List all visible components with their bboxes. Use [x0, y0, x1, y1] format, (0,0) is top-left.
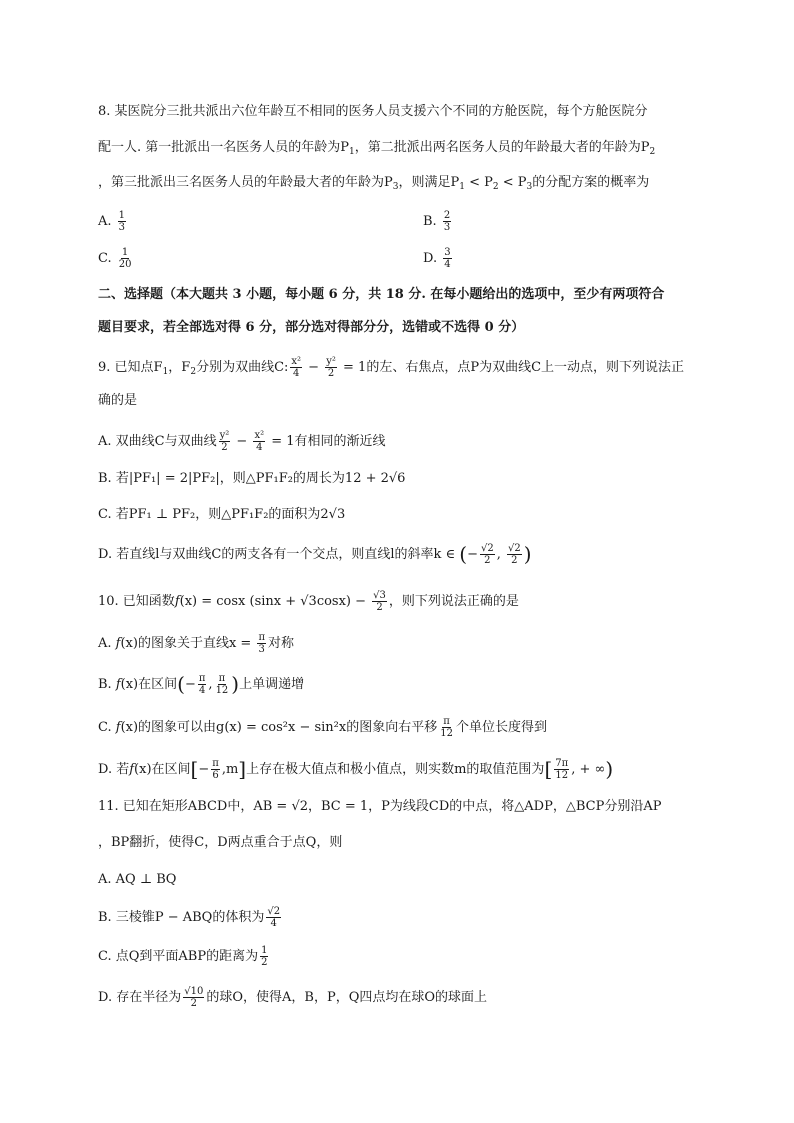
q11-stem-line1: 11. 已知在矩形ABCD中，AB = √2，BC = 1，P为线段CD的中点，将△ADP，△BCP分别沿AP [98, 799, 662, 814]
q9-option-a: A. 双曲线C与双曲线 $\frac{\text{y²}}{2}$ − $\frac{\text{x²}}{4}$ = 1有相同的渐近线 [98, 430, 386, 453]
q10-option-b: B. f(x)在区间(− $\frac{\pi}{4}$ , $\frac{\pi}{12}$ )上单调递增 [98, 672, 305, 696]
q9-stem-line2: 确的是 [98, 393, 138, 408]
q8-line3: ，第三批派出三名医务人员的年龄最大者的年龄为$P_3$，则满足$P_1 < P_2 < P_3$的分配方案的概率为 [98, 175, 650, 192]
q10-stem: 10. 已知函数f(x) = cosx (sinx + √3cosx) − $\frac{√3}{2}$ ，则下列说法正确的是 [98, 590, 519, 613]
q8-line2: 配一人. 第一批派出一名医务人员的年龄为$P_1$，第二批派出两名医务人员的年龄最大者的年龄为$P_2$ [98, 140, 656, 157]
q8-option-d: D. $\frac{3}{4}$ [423, 247, 451, 270]
q8-line1: 8. 某医院分三批共派出六位年龄互不相同的医务人员支援六个不同的方舱医院，每个方舱医院分 [98, 104, 648, 119]
q9-option-c: C. 若PF₁ ⊥ PF₂，则△PF₁F₂的面积为2√3 [98, 507, 346, 522]
q11-option-d: D. 存在半径为 $\frac{√10}{2}$ 的球O，使得A，B，P，Q四点均在球O的球面上 [98, 986, 488, 1009]
q8-option-b: B. $\frac{2}{3}$ [423, 210, 451, 233]
section2-heading-line2: 题目要求，若全部选对得 6 分，部分选对得部分分，选错或不选得 0 分） [98, 320, 525, 335]
q9-option-d: D. 若直线l与双曲线C的两支各有一个交点，则直线l的斜率k ∈ (− $\frac{√2}{2}$ , $\frac{√2}{2}$ ) [98, 542, 532, 566]
q8-option-a: A. $\frac{1}{3}$ [98, 210, 126, 233]
q11-option-b: B. 三棱锥P − ABQ的体积为 $\frac{√2}{4}$ [98, 906, 281, 929]
q10-option-c: C. f(x)的图象可以由g(x) = cos²x − sin²x的图象向右平移 $\frac{\pi}{12}$ 个单位长度得到 [98, 716, 547, 739]
q11-option-a: A. AQ ⊥ BQ [98, 872, 177, 887]
q10-option-a: A. f(x)的图象关于直线x = $\frac{\pi}{3}$ 对称 [98, 632, 295, 655]
q9-option-b: B. 若|PF₁| = 2|PF₂|，则△PF₁F₂的周长为12 + 2√6 [98, 471, 406, 486]
q11-stem-line2: ，BP翻折，使得C，D两点重合于点Q，则 [98, 835, 343, 850]
q8-option-c: C. $\frac{1}{20}$ [98, 247, 132, 270]
section2-heading-line1: 二、选择题（本大题共 3 小题，每小题 6 分，共 18 分. 在每小题给出的选项中，至少有两项符合 [98, 287, 665, 302]
q10-option-d: D. 若f(x)在区间[− $\frac{\pi}{6}$ ,m]上存在极大值点和极小值点，则实数m的取值范围为[ $\frac{7\pi}{12}$ , + ∞) [98, 757, 614, 781]
q11-option-c: C. 点Q到平面ABP的距离为 $\frac{1}{2}$ [98, 945, 268, 968]
q9-stem-line1: 9. 已知点$F_1$，$F_2$分别为双曲线C: $\frac{\text{x²}}{4}$ − $\frac{\text{y²}}{2}$ = 1的左、右焦点，点P为双曲线C上一动点，则下列说法正 [98, 356, 685, 379]
